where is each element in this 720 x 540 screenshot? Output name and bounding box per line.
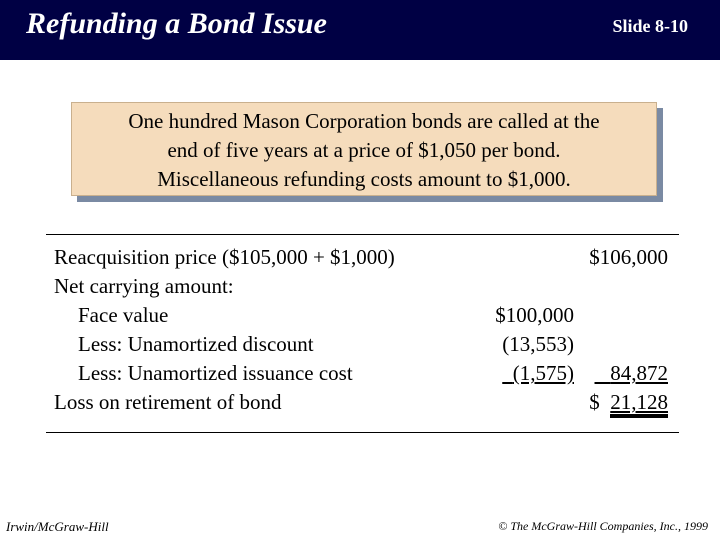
slide-number: Slide 8-10 — [612, 16, 688, 36]
row-label: Less: Unamortized discount — [78, 332, 314, 356]
net-carrying-amount-value: 84,872 — [610, 361, 668, 385]
row-label: Less: Unamortized issuance cost — [78, 361, 353, 385]
publisher-footer: Irwin/McGraw-Hill — [6, 519, 109, 534]
top-divider — [46, 234, 679, 235]
table-row — [54, 301, 674, 330]
row-label: Face value — [78, 303, 169, 327]
table-row — [54, 359, 674, 388]
table-row — [54, 330, 674, 359]
problem-line-1: One hundred Mason Corporation bonds are called at the — [128, 109, 600, 133]
face-value-amount: $100,000 — [495, 303, 574, 327]
problem-line-2: end of five years at a price of $1,050 per bond. — [167, 138, 561, 162]
bottom-divider — [46, 432, 679, 433]
row-label: Net carrying amount: — [54, 274, 234, 298]
reacquisition-price-value: $106,000 — [589, 245, 668, 269]
table-row — [54, 388, 674, 417]
copyright-footer: © The McGraw-Hill Companies, Inc., 1999 — [498, 519, 708, 533]
unamortized-issuance-cost-amount: (1,575) — [512, 361, 574, 385]
table-row — [54, 272, 674, 301]
row-label: Reacquisition price ($105,000 + $1,000) — [54, 245, 395, 269]
loss-on-retirement-value: $ 21,128 — [589, 388, 668, 417]
unamortized-discount-amount: (13,553) — [502, 332, 574, 356]
problem-line-3: Miscellaneous refunding costs amount to $1,000. — [157, 167, 571, 191]
retirement-schedule — [54, 243, 674, 417]
slide-title: Refunding a Bond Issue — [26, 7, 327, 40]
problem-statement-box — [71, 102, 657, 196]
title-bar — [0, 0, 720, 60]
table-row — [54, 243, 674, 272]
row-label: Loss on retirement of bond — [54, 390, 282, 414]
